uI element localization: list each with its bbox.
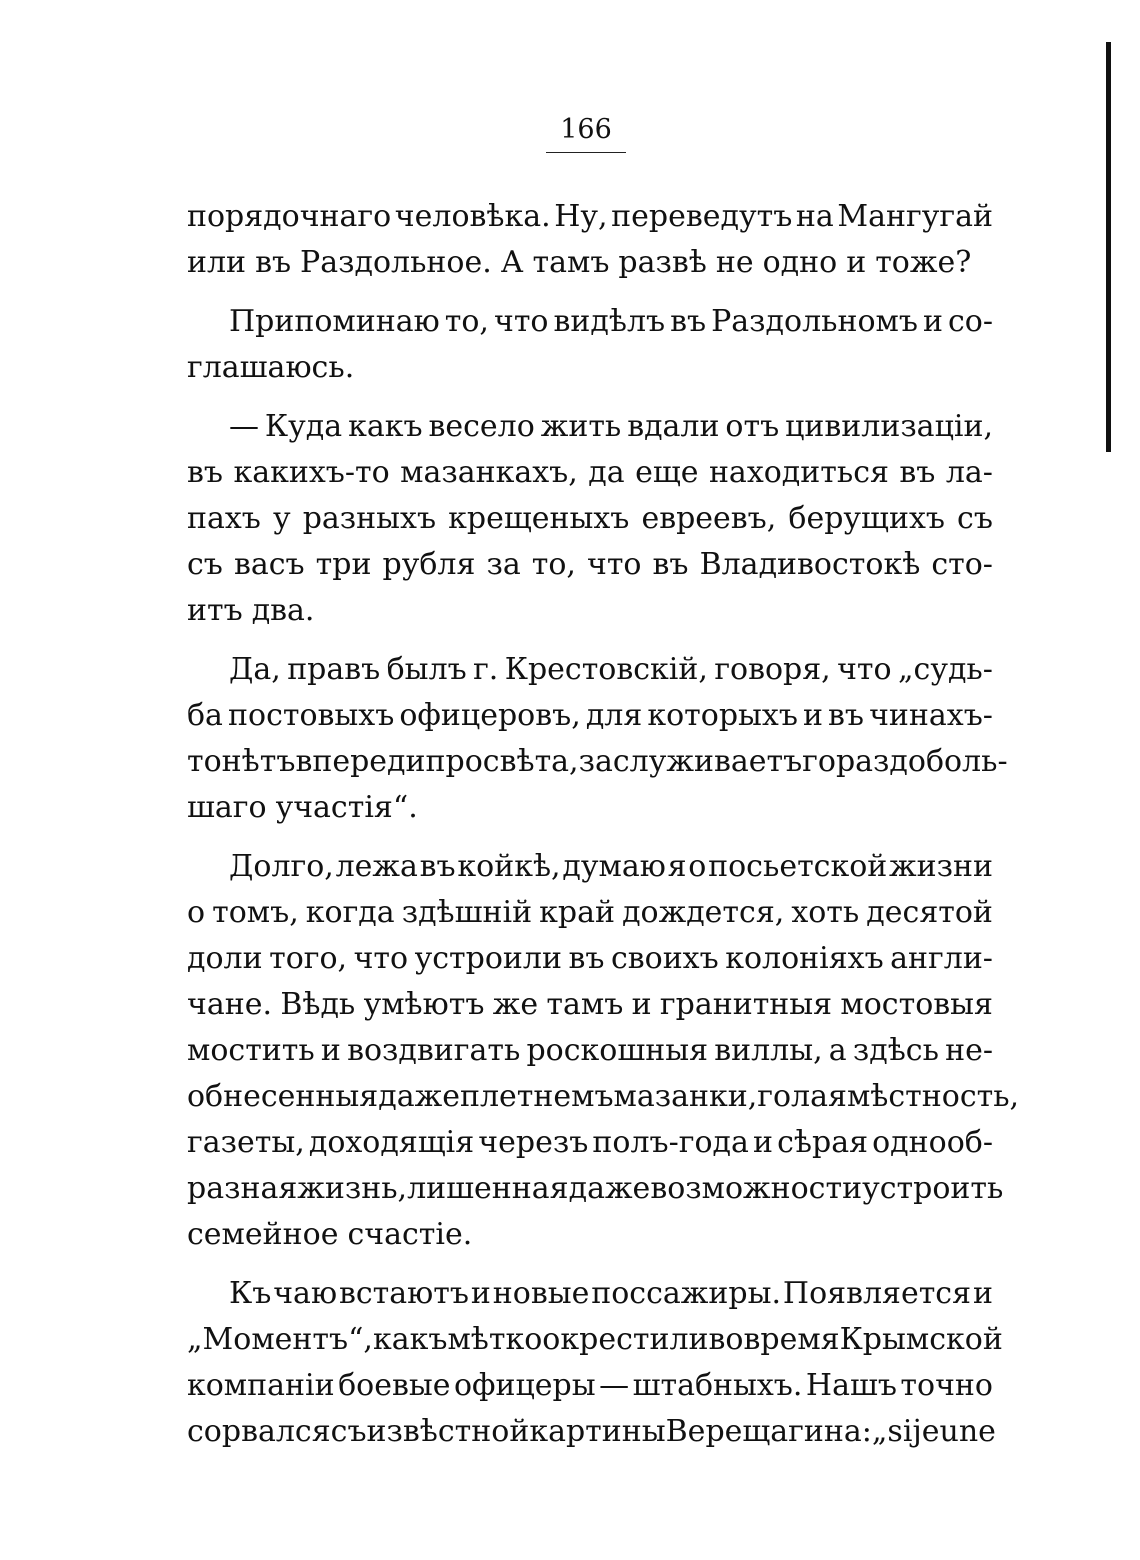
- text-line: [187, 1317, 1003, 1363]
- word: видѣлъ: [553, 304, 666, 339]
- word: переведутъ: [611, 199, 793, 234]
- paragraph-gap: [187, 286, 993, 299]
- word: какихъ-то: [233, 455, 390, 490]
- word: участія“.: [275, 790, 418, 825]
- word: три: [315, 547, 372, 582]
- word: боль-: [925, 744, 1008, 779]
- paragraph-gap: [187, 634, 993, 647]
- word: евреевъ,: [641, 501, 777, 536]
- word: тоже?: [875, 245, 972, 280]
- word: разныхъ: [302, 501, 437, 536]
- paragraph: [187, 299, 993, 391]
- text-line: [187, 982, 993, 1028]
- word: что: [493, 304, 549, 339]
- word: край: [539, 895, 616, 930]
- word: разная: [187, 1171, 298, 1206]
- word: еще: [635, 455, 699, 490]
- text-line: [187, 1212, 993, 1258]
- word: о: [187, 895, 206, 930]
- word: на: [795, 199, 834, 234]
- text-line: [187, 345, 993, 391]
- text-line: [187, 693, 993, 739]
- word: газеты,: [187, 1125, 305, 1160]
- word: что: [837, 652, 892, 687]
- text-line: [187, 299, 993, 345]
- word: роскошныя: [526, 1033, 709, 1068]
- word: или: [187, 245, 247, 280]
- word: поссажиры.: [591, 1276, 782, 1311]
- word: то,: [531, 547, 576, 582]
- word: порядочнаго: [187, 199, 392, 234]
- word: томъ,: [212, 895, 299, 930]
- word: что: [587, 547, 642, 582]
- word: мѣтко: [447, 1322, 543, 1357]
- word: сорвался: [187, 1414, 331, 1449]
- word: въ: [670, 304, 707, 339]
- word: съ: [330, 1414, 367, 1449]
- word: чане.: [187, 987, 273, 1022]
- word: доходящія: [308, 1125, 475, 1160]
- word: да: [588, 455, 625, 490]
- word: пахъ: [187, 501, 261, 536]
- word: тамъ: [546, 987, 624, 1022]
- word: въ: [255, 245, 292, 280]
- text-line: [187, 647, 993, 693]
- word: мазанки,: [613, 1079, 758, 1114]
- text-line: [187, 1120, 993, 1166]
- word: Ну,: [554, 199, 608, 234]
- word: а: [828, 1033, 847, 1068]
- page-edge-shadow: [1106, 42, 1111, 452]
- word: посьетской: [708, 849, 888, 884]
- word: Къ: [229, 1276, 272, 1311]
- word: г.: [473, 652, 499, 687]
- paragraph: [187, 647, 1008, 831]
- word: Долго,: [229, 849, 334, 884]
- word: говоря,: [714, 652, 831, 687]
- text-line: [187, 1166, 1004, 1212]
- text-line: [187, 450, 993, 496]
- word: и: [972, 1276, 993, 1311]
- word: которыхъ: [647, 698, 798, 733]
- word: человѣка.: [394, 199, 551, 234]
- word: jeune: [912, 1414, 996, 1449]
- word: и: [470, 1276, 491, 1311]
- word: мостовыя: [840, 987, 993, 1022]
- word: Раздольномъ: [711, 304, 918, 339]
- word: правъ: [287, 652, 381, 687]
- word: въ: [187, 455, 223, 490]
- word: жизнь,: [297, 1171, 408, 1206]
- word: А: [500, 245, 524, 280]
- word: сѣрая: [777, 1125, 869, 1160]
- word: Крымской: [839, 1322, 1003, 1357]
- word: заслуживаетъ: [578, 744, 803, 779]
- text-line: [187, 890, 993, 936]
- word: койкѣ,: [457, 849, 561, 884]
- word: для: [585, 698, 643, 733]
- word: Крестовскій,: [504, 652, 708, 687]
- word: гораздо: [802, 744, 926, 779]
- word: мѣстность,: [846, 1079, 1020, 1114]
- word: дождется,: [622, 895, 785, 930]
- word: встаютъ: [338, 1276, 469, 1311]
- word: лежа: [335, 849, 418, 884]
- word: возможности: [650, 1171, 863, 1206]
- word: съ: [187, 547, 223, 582]
- word: боевые: [338, 1368, 451, 1403]
- word: вдали: [627, 409, 720, 444]
- word: то,: [444, 304, 489, 339]
- paragraph: [187, 1271, 1003, 1455]
- word: ла-: [945, 455, 993, 490]
- word: одно: [762, 245, 838, 280]
- text-line: [187, 542, 993, 588]
- word: два.: [251, 593, 315, 628]
- text-line: [187, 240, 993, 286]
- word: что: [353, 941, 409, 976]
- word: просвѣта,: [425, 744, 579, 779]
- word: Нашъ: [805, 1368, 897, 1403]
- word: того,: [269, 941, 348, 976]
- word: здѣшній: [401, 895, 533, 930]
- word: о: [688, 849, 707, 884]
- word: штабныхъ.: [632, 1368, 803, 1403]
- word: картины: [529, 1414, 666, 1449]
- word: цивилизаціи,: [785, 409, 993, 444]
- word: развѣ: [618, 245, 707, 280]
- paragraph-gap: [187, 831, 993, 844]
- word: глашаюсь.: [187, 350, 355, 385]
- header-rule: [546, 152, 626, 153]
- paragraph-gap: [187, 391, 993, 404]
- word: доли: [187, 941, 263, 976]
- word: рубля: [382, 547, 476, 582]
- word: въ: [652, 547, 689, 582]
- word: крещеныхъ: [448, 501, 630, 536]
- word: Да,: [229, 652, 281, 687]
- word: когда: [305, 895, 395, 930]
- word: отъ: [725, 409, 780, 444]
- text-line: [187, 739, 1008, 785]
- text-line: [187, 936, 993, 982]
- word: устроить: [862, 1171, 1004, 1206]
- word: даже: [378, 1079, 460, 1114]
- word: итъ: [187, 593, 243, 628]
- word: Вѣдь: [280, 987, 356, 1022]
- word: плетнемъ: [459, 1079, 614, 1114]
- word: былъ: [386, 652, 467, 687]
- word: тамъ: [532, 245, 610, 280]
- word: и: [631, 987, 652, 1022]
- word: же: [492, 987, 539, 1022]
- word: лишенная: [407, 1171, 569, 1206]
- word: какъ: [372, 1322, 448, 1357]
- text-line: [187, 844, 993, 890]
- word: чаю: [273, 1276, 338, 1311]
- word: я: [667, 849, 687, 884]
- word: въ: [899, 455, 936, 490]
- word: Припоминаю: [229, 304, 440, 339]
- word: въ: [828, 698, 865, 733]
- word: гранитныя: [659, 987, 833, 1022]
- word: берущихъ: [788, 501, 945, 536]
- text-line: [187, 404, 993, 450]
- word: у: [272, 501, 291, 536]
- word: чинахъ-: [869, 698, 993, 733]
- word: время: [743, 1322, 840, 1357]
- text-line: [187, 1409, 996, 1455]
- word: весело: [428, 409, 535, 444]
- word: не: [715, 245, 754, 280]
- paragraph: [187, 194, 993, 286]
- word: Верещагина:: [665, 1414, 872, 1449]
- word: за: [486, 547, 521, 582]
- body-text: [187, 194, 1020, 1455]
- paragraph: [187, 404, 993, 634]
- word: голая: [757, 1079, 847, 1114]
- word: Раздольное.: [300, 245, 492, 280]
- text-line: [187, 1271, 993, 1317]
- word: „si: [871, 1414, 913, 1449]
- paragraph-gap: [187, 1258, 993, 1271]
- word: хоть: [791, 895, 860, 930]
- text-line: [187, 496, 993, 542]
- word: съ: [957, 501, 993, 536]
- word: точно: [900, 1368, 993, 1403]
- word: не-: [945, 1033, 993, 1068]
- word: „Моментъ“,: [187, 1322, 373, 1357]
- word: какъ: [348, 409, 423, 444]
- word: —: [599, 1368, 630, 1403]
- word: окрестили: [542, 1322, 709, 1357]
- word: полъ-года: [592, 1125, 749, 1160]
- word: мостить: [187, 1033, 315, 1068]
- word: и: [846, 245, 867, 280]
- word: и: [320, 1033, 341, 1068]
- word: то: [187, 744, 222, 779]
- page-number: 166: [560, 114, 612, 145]
- word: ба: [187, 698, 223, 733]
- word: семейное: [187, 1217, 339, 1252]
- word: своихъ: [610, 941, 719, 976]
- word: однооб-: [872, 1125, 993, 1160]
- word: со-: [947, 304, 993, 339]
- word: офицеровъ,: [399, 698, 581, 733]
- word: въ: [419, 849, 456, 884]
- word: извѣстной: [366, 1414, 530, 1449]
- word: колоніяхъ: [725, 941, 884, 976]
- word: новые: [492, 1276, 590, 1311]
- word: здѣсь: [852, 1033, 939, 1068]
- word: виллы,: [714, 1033, 823, 1068]
- word: васъ: [233, 547, 305, 582]
- word: и: [752, 1125, 773, 1160]
- word: Мангугай: [837, 199, 993, 234]
- word: счастіе.: [347, 1217, 473, 1252]
- word: шаго: [187, 790, 267, 825]
- word: и: [922, 304, 943, 339]
- word: Куда: [264, 409, 343, 444]
- word: жить: [540, 409, 622, 444]
- word: даже: [568, 1171, 651, 1206]
- word: черезъ: [478, 1125, 589, 1160]
- word: англи-: [890, 941, 993, 976]
- word: нѣтъ: [221, 744, 296, 779]
- word: постовыхъ: [228, 698, 395, 733]
- word: —: [229, 409, 259, 444]
- text-line: [187, 1028, 993, 1074]
- text-line: [187, 588, 993, 634]
- text-line: [187, 194, 993, 240]
- word: мазанкахъ,: [400, 455, 578, 490]
- word: компаніи: [187, 1368, 335, 1403]
- word: десятой: [866, 895, 993, 930]
- word: во: [708, 1322, 744, 1357]
- word: офицеры: [453, 1368, 596, 1403]
- word: и: [802, 698, 823, 733]
- word: Владивостокѣ: [699, 547, 921, 582]
- word: думаю: [562, 849, 666, 884]
- word: впереди: [295, 744, 426, 779]
- word: „судь-: [897, 652, 993, 687]
- word: находиться: [708, 455, 889, 490]
- word: Появляется: [782, 1276, 972, 1311]
- word: обнесенныя: [187, 1079, 379, 1114]
- paragraph: [187, 844, 1020, 1258]
- text-line: [187, 1363, 993, 1409]
- text-line: [187, 785, 993, 831]
- word: воздвигать: [347, 1033, 521, 1068]
- word: сто-: [931, 547, 993, 582]
- word: умѣютъ: [363, 987, 485, 1022]
- word: устроили: [414, 941, 562, 976]
- text-line: [187, 1074, 1020, 1120]
- word: жизни: [889, 849, 993, 884]
- word: въ: [568, 941, 605, 976]
